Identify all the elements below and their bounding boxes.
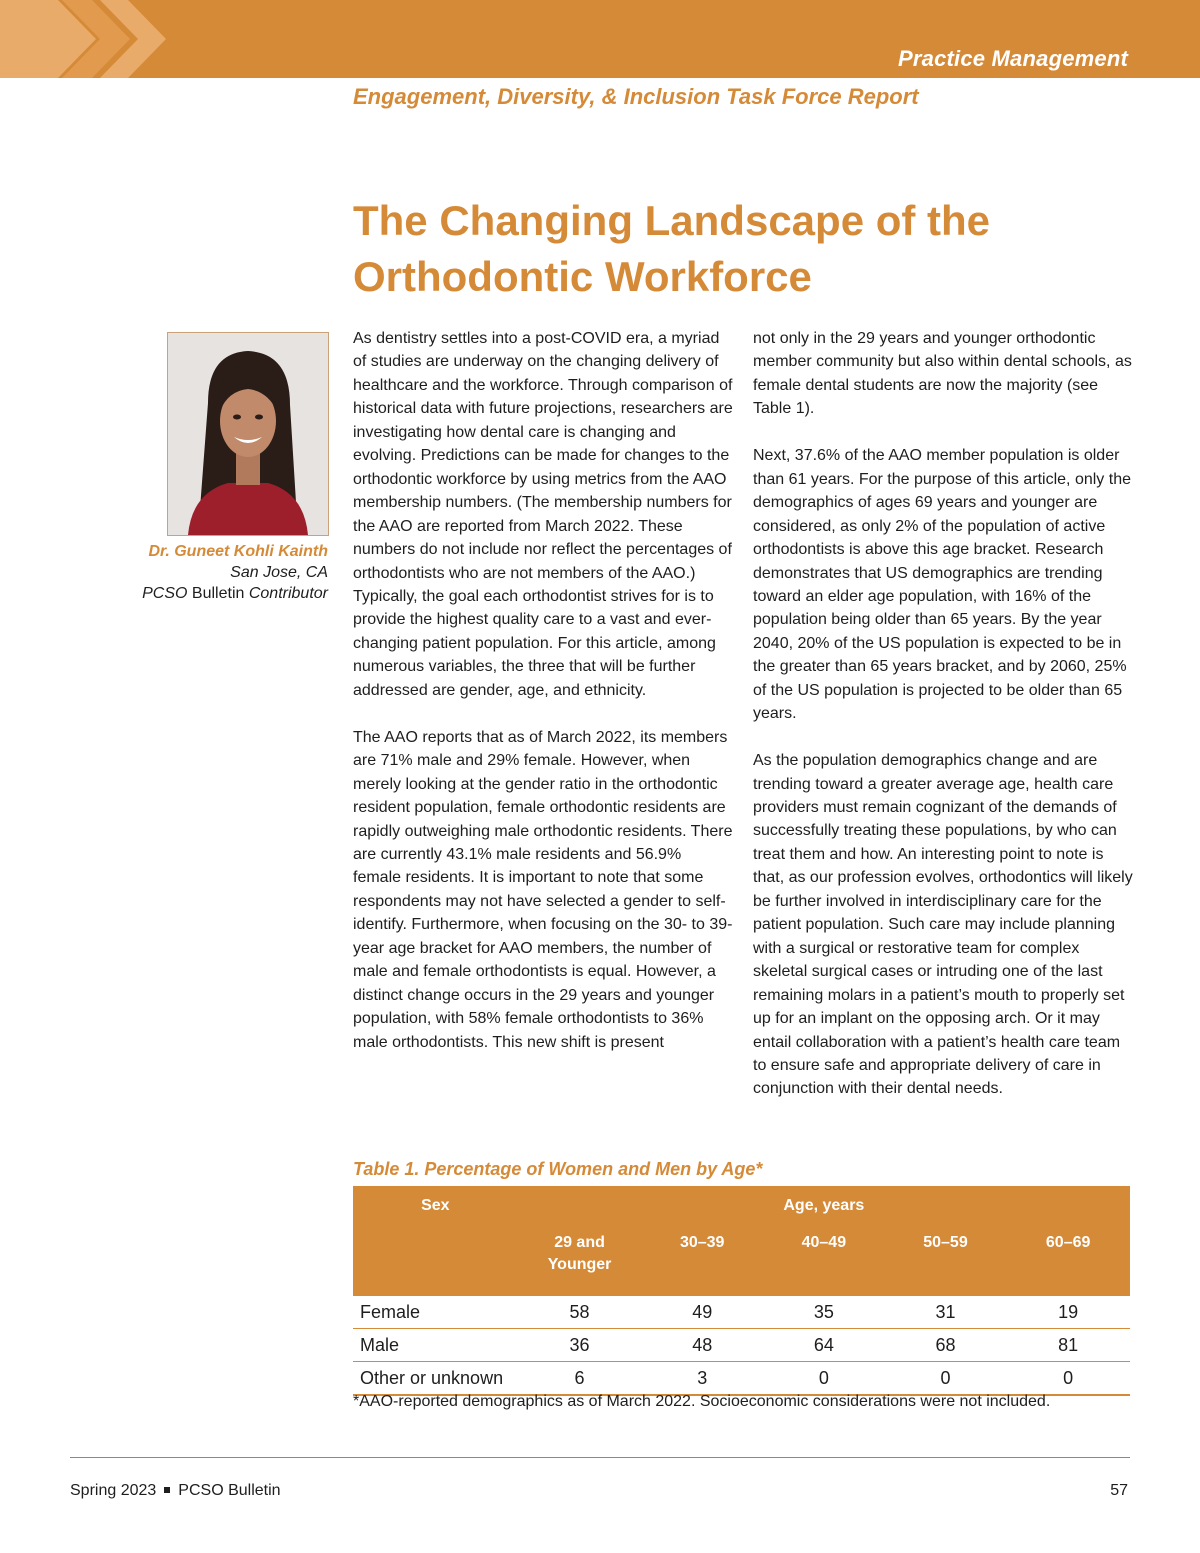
table-cell: 35 <box>763 1296 885 1329</box>
table-cell: 0 <box>1006 1362 1130 1396</box>
paragraph: As dentistry settles into a post-COVID era, a myriad of studies are underway on the changing delivery of healthcare and the workforce. Through comparison of historical data with future projections, researchers are investigating how dental care is changing and evolving. Predictions can be made for changes to the orthodontic workforce by using metrics from the AAO membership numbers. (The membership numbers for the AAO are reported from March 2022. These numbers do not include nor reflect the percentages of orthodontists who are not members of the AAO.) Typically, the goal each orthodontist strives for is to provide the highest quality care to a vast and ever-changing patient population. For this article, among numerous variables, the three that will be further addressed are gender, age, and ethnicity. <box>353 330 733 699</box>
table-header-age-col: 60–69 <box>1006 1226 1130 1296</box>
author-photo <box>167 332 329 536</box>
author-location: San Jose, CA <box>230 564 328 581</box>
author-role <box>28 583 328 604</box>
table-cell: 3 <box>641 1362 763 1396</box>
article-column-1 <box>353 327 733 1077</box>
footer-season: Spring 2023 <box>70 1482 157 1499</box>
row-label: Male <box>353 1329 518 1362</box>
table-cell: 0 <box>885 1362 1007 1396</box>
report-title: Engagement, Diversity, & Inclusion Task Force Report <box>353 84 919 109</box>
table-cell: 0 <box>763 1362 885 1396</box>
header-banner <box>0 0 1200 78</box>
table-cell: 64 <box>763 1329 885 1362</box>
table-cell: 58 <box>518 1296 642 1329</box>
author-byline <box>28 541 328 604</box>
page-number: 57 <box>1110 1482 1128 1499</box>
table-header-age: Age, years <box>518 1186 1130 1226</box>
row-label: Female <box>353 1296 518 1329</box>
paragraph: not only in the 29 years and younger orthodontic member community but also within dental schools, as female dental students are now the majority (see Table 1). <box>753 330 1132 418</box>
author-name: Dr. Guneet Kohli Kainth <box>148 543 328 560</box>
table-footnote: *AAO-reported demographics as of March 2022. Socioeconomic considerations were not included. <box>353 1393 1051 1410</box>
table-cell: 31 <box>885 1296 1007 1329</box>
article-title: The Changing Landscape of the Orthodontic Workforce <box>353 197 991 300</box>
table-row <box>353 1296 1130 1329</box>
footer-divider <box>70 1457 1130 1458</box>
table-caption: Table 1. Percentage of Women and Men by Age* <box>353 1159 763 1179</box>
table-header-age-col: 40–49 <box>763 1226 885 1296</box>
section-label: Practice Management <box>898 46 1128 71</box>
footer-publication <box>70 1482 281 1500</box>
row-label: Other or unknown <box>353 1362 518 1396</box>
author-role-publication: PCSO <box>142 585 188 602</box>
table-header-age-col: 29 and Younger <box>518 1226 642 1296</box>
table-cell: 36 <box>518 1329 642 1362</box>
article-column-2 <box>753 327 1133 1124</box>
table-cell: 68 <box>885 1329 1007 1362</box>
demographics-table <box>353 1186 1130 1396</box>
table-cell: 81 <box>1006 1329 1130 1362</box>
author-role-contributor: Contributor <box>248 585 328 602</box>
footer-publication-name: PCSO Bulletin <box>178 1482 281 1499</box>
table-header-sex: Sex <box>353 1186 518 1226</box>
paragraph: As the population demographics change and are trending toward a greater average age, health care providers must remain cognizant of the demands of successfully treating these populations, by who can treat them and how. An interesting point to note is that, as our profession evolves, orthodontics will likely be further involved in interdisciplinary care for the patient population. Such care may include planning with a surgical or restorative team for complex skeletal surgical cases or intruding one of the last remaining molars in a patient’s mouth to properly set up for an implant on the opposing arch. Or it may entail collaboration with a patient’s health care team to ensure safe and appropriate delivery of care in conjunction with their dental needs. <box>753 752 1133 1098</box>
table-header-blank <box>353 1226 518 1296</box>
table-row <box>353 1329 1130 1362</box>
table-cell: 19 <box>1006 1296 1130 1329</box>
square-bullet-icon <box>164 1487 170 1493</box>
table-cell: 49 <box>641 1296 763 1329</box>
table-cell: 48 <box>641 1329 763 1362</box>
table-row <box>353 1362 1130 1396</box>
table-header-age-col: 30–39 <box>641 1226 763 1296</box>
paragraph: Next, 37.6% of the AAO member population is older than 61 years. For the purpose of this article, only the demographics of ages 69 years and younger are considered, as only 2% of the population of active orthodontists is above this age bracket. Research demonstrates that US demographics are trending toward an elder age population, with 16% of the population being older than 65 years. By the year 2040, 20% of the US population is expected to be in the greater than 65 years bracket, and by 2060, 25% of the US population is projected to be older than 65 years. <box>753 447 1131 723</box>
table-cell: 6 <box>518 1362 642 1396</box>
author-role-bulletin: Bulletin <box>187 585 249 602</box>
chevron-decoration-icon <box>0 0 180 78</box>
table-header-age-col: 50–59 <box>885 1226 1007 1296</box>
paragraph: The AAO reports that as of March 2022, its members are 71% male and 29% female. However, when merely looking at the gender ratio in the orthodontic resident population, female orthodontic residents are rapidly outweighing male orthodontic residents. There are currently 43.1% male residents and 56.9% female residents. It is important to note that some respondents may not have selected a gender to self-identify. Furthermore, when focusing on the 30- to 39-year age bracket for AAO members, the number of male and female orthodontists is equal. However, a distinct change occurs in the 29 years and younger population, with 58% female orthodontists to 36% male orthodontists. This new shift is present <box>353 728 733 1051</box>
